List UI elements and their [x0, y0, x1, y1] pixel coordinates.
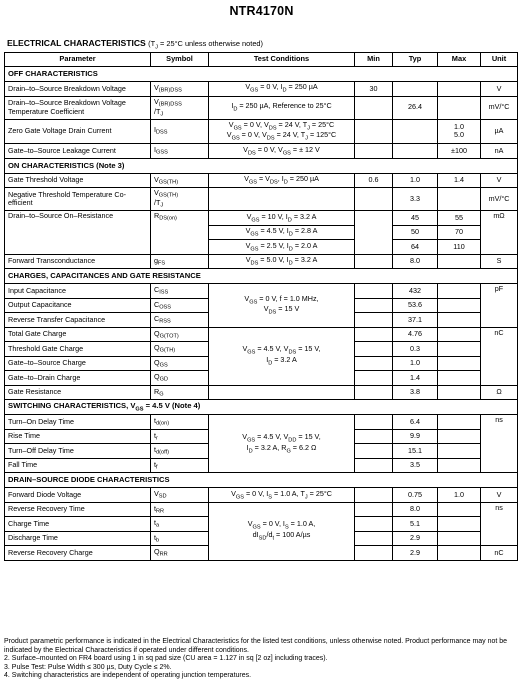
- table-row: Reverse Transfer Capacitance $C_{RSS}$ 37.1: [5, 313, 518, 328]
- table-row: Gate–to–Source Charge $Q_{GS}$ 1.0: [5, 356, 518, 371]
- table-row: Threshold Gate Charge $Q_{G(TH)}$ 0.3: [5, 342, 518, 357]
- section-row-capacitance: CHARGES, CAPACITANCES AND GATE RESISTANCE: [5, 269, 518, 284]
- table-row: Reverse Recovery Charge $Q_{RR}$ 2.9 nC: [5, 546, 518, 561]
- table-row: Input Capacitance $C_{ISS}$ $V_{GS} = 0$ V, f = 1.0 MHz, $V_{DS} = 15$ V 432 pF: [5, 284, 518, 299]
- table-row: Drain–to–Source Breakdown Voltage Temperature Coefficient $V_{(BR)DSS}$ $/T_J$ $I_D = 250$ µA, Reference to 25°C 26.4 mV/°C: [5, 96, 518, 119]
- table-row: Fall Time $t_f$ 3.5: [5, 458, 518, 473]
- header-unit: Unit: [481, 53, 518, 67]
- table-row: Forward Transconductance $g_{FS}$ $V_{DS} = 5.0$ V, $I_D = 3.2$ A 8.0 S: [5, 254, 518, 269]
- table-row: Drain–to–Source On–Resistance $R_{DS(on)}$ $V_{GS} = 10$ V, $I_D = 3.2$ A 45 55 mΩ: [5, 211, 518, 226]
- table-row: Gate–to–Source Leakage Current $I_{GSS}$ $V_{DS} = 0$ V, $V_{GS}$ = ± 12 V ±100 nA: [5, 144, 518, 159]
- table-row: Zero Gate Voltage Drain Current $I_{DSS}$ $V_{GS} = 0$ V, $V_{DS} = 24$ V, $T_J = 25^\circ C$ $V_{GS} = 0$ V, $V_{DS} = 24$ V, $T_J = 125^\circ C$ 1.0 5.0 µA: [5, 119, 518, 144]
- footnote: 2. Surface–mounted on FR4 board using 1 in sq pad size (CU area = 1.127 in sq [2 oz] including traces).: [4, 655, 328, 663]
- table-row: Charge Time $t_a$ 5.1: [5, 517, 518, 532]
- table-row: Rise Time $t_r$ 9.9: [5, 429, 518, 444]
- table-row: Gate Resistance $R_G$ 3.8 Ω: [5, 385, 518, 400]
- table-row: Gate Threshold Voltage $V_{GS(TH)}$ $V_{GS} = V_{DS}$, $I_D = 250$ µA 0.6 1.0 1.4 V: [5, 173, 518, 188]
- table-row: Turn–On Delay Time $t_{d(on)}$ $V_{GS} = 4.5$ V, $V_{DD} = 15$ V, $I_D = 3.2$ A, $R_G = 6.2$ Ω 6.4 ns: [5, 415, 518, 430]
- section-row-diode: DRAIN–SOURCE DIODE CHARACTERISTICS: [5, 473, 518, 488]
- table-row: Forward Diode Voltage $V_{SD}$ $V_{GS} = 0$ V, $I_S = 1.0$ A, $T_J = 25^\circ C$ 0.75 1.0 V: [5, 488, 518, 503]
- footnote: 4. Switching characteristics are independent of operating junction temperatures.: [4, 672, 252, 680]
- section-row-on: ON CHARACTERISTICS (Note 3): [5, 158, 518, 173]
- table-row: Total Gate Charge $Q_{G(TOT)}$ $V_{GS} = 4.5$ V, $V_{DS} = 15$ V, $I_D = 3.2$ A 4.76 nC: [5, 327, 518, 342]
- table-row: Drain–to–Source Breakdown Voltage $V_{(BR)DSS}$ $V_{GS} = 0$ V, $I_D = 250$ µA 30 V: [5, 82, 518, 97]
- page-title: NTR4170N: [229, 4, 294, 18]
- table-row: Output Capacitance $C_{OSS}$ 53.6: [5, 298, 518, 313]
- electrical-characteristics-table: [4, 52, 518, 561]
- table-row: Reverse Recovery Time $t_{RR}$ $V_{GS} = 0$ V, $I_S = 1.0$ A, $dI_{SD}/d_t = 100$ A/µs 8.0 ns: [5, 502, 518, 517]
- header-parameter: Parameter: [5, 53, 151, 67]
- table-row: $V_{GS} = 2.5$ V, $I_D = 2.0$ A 64 110: [5, 240, 518, 255]
- header-typ: Typ: [393, 53, 438, 67]
- header-symbol: Symbol: [151, 53, 209, 67]
- section-row-off: OFF CHARACTERISTICS: [5, 67, 518, 82]
- header-min: Min: [355, 53, 393, 67]
- header-test-conditions: Test Conditions: [209, 53, 355, 67]
- table-row: Turn–Off Delay Time $t_{d(off)}$ 15.1: [5, 444, 518, 459]
- table-row: Discharge Time $t_b$ 2.9: [5, 531, 518, 546]
- header-max: Max: [438, 53, 481, 67]
- table-row: Negative Threshold Temperature Co- efficient $V_{GS(TH)}$ $/T_J$ 3.3 mV/°C: [5, 188, 518, 211]
- footnote: Product parametric performance is indicated in the Electrical Characteristics for the listed test conditions, unless otherwise noted. Product performance may not be indicated by the Electrical Characteristics if operated under different conditions.: [4, 638, 508, 654]
- table-header-row: [5, 53, 518, 67]
- footnotes: [4, 638, 519, 681]
- footnote: 3. Pulse Test: Pulse Width ≤ 300 µs, Duty Cycle ≤ 2%.: [4, 663, 172, 671]
- section-title: ELECTRICAL CHARACTERISTICS ($T_J = 25^\circ C$ unless otherwise noted): [7, 38, 263, 51]
- table-row: Gate–to–Drain Charge $Q_{GD}$ 1.4: [5, 371, 518, 386]
- section-row-switching: SWITCHING CHARACTERISTICS, $V_{GS} = 4.5$ V (Note 4): [5, 400, 518, 415]
- table-row: $V_{GS} = 4.5$ V, $I_D = 2.8$ A 50 70: [5, 225, 518, 240]
